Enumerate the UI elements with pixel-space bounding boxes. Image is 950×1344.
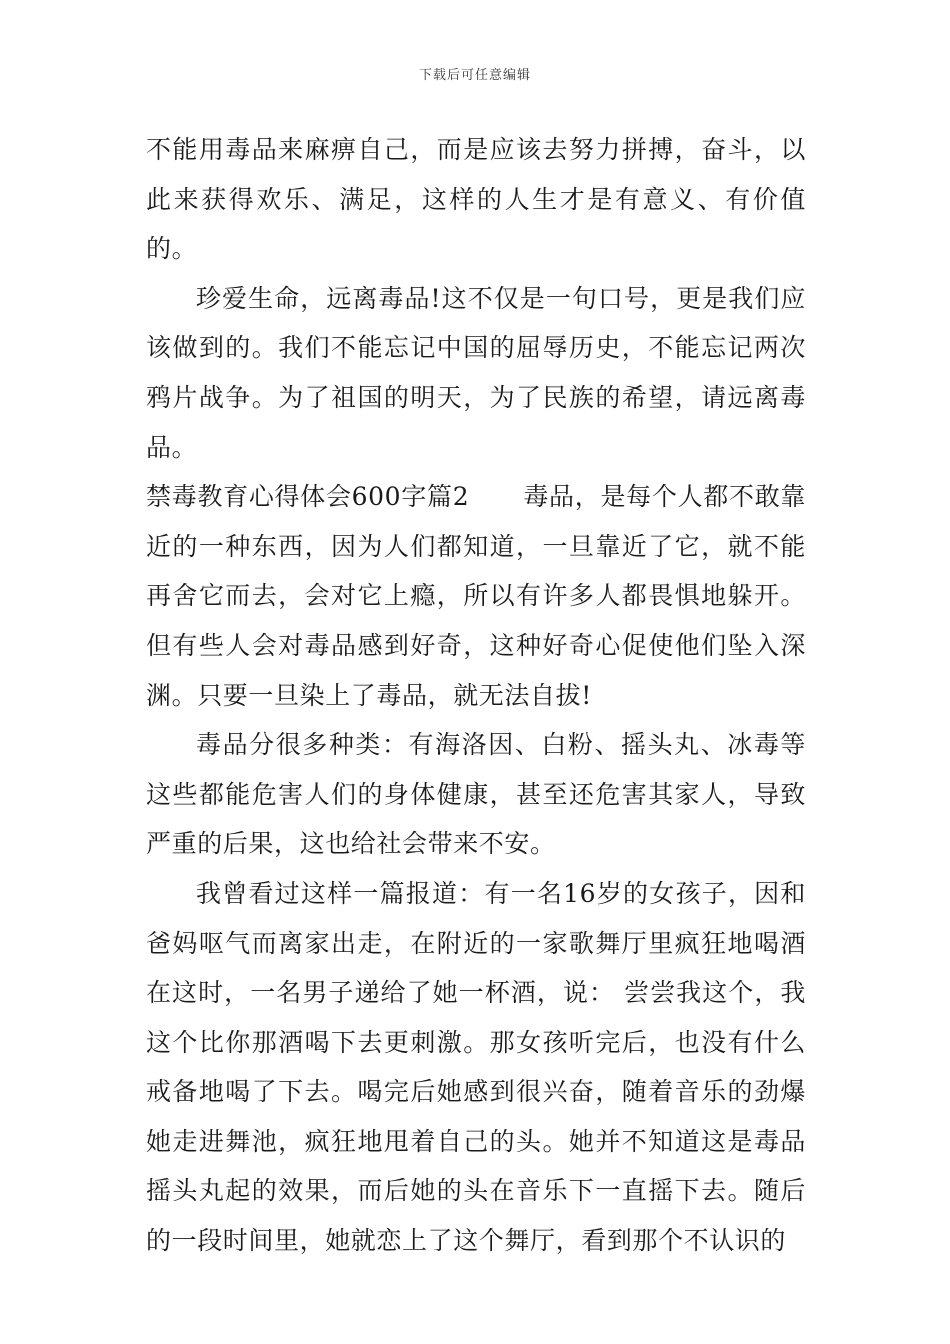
paragraph-2: 珍爱生命，远离毒品!这不仅是一句口号，更是我们应该做到的。我们不能忘记中国的屈辱历史，不能忘记两次鸦片战争。为了祖国的明天，为了民族的希望，请远离毒品。 [146,283,806,462]
document-body [146,125,806,1266]
paragraph-4: 毒品分很多种类：有海洛因、白粉、摇头丸、冰毒等这些都能危害人们的身体健康，甚至还危害其家人，导致严重的后果，这也给社会带来不安。 [146,730,806,859]
paragraph-1: 不能用毒品来麻痹自己，而是应该去努力拼搏，奋斗，以此来获得欢乐、满足，这样的人生才是有意义、有价值的。 [146,135,806,264]
paragraph-5: 我曾看过这样一篇报道：有一名16岁的女孩子，因和爸妈呕气而离家出走，在附近的一家歌舞厅里疯狂地喝酒在这时，一名男子递给了她一杯酒，说： 尝尝我这个，我这个比你那酒喝下去更刺激。那女孩听完后，也没有什么戒备地喝了下去。喝完后她感到很兴奋，随着音乐的劲爆她走进舞池，疯狂地甩着自己的头。她并不知道这是毒品摇头丸起的效果，而后她的头在音乐下一直摇下去。随后的一段时间里，她就恋上了这个舞厅，看到那个不认识的 [146,878,806,1256]
paragraph-3: 毒品，是每个人都不敢靠近的一种东西，因为人们都知道，一旦靠近了它，就不能再舍它而去，会对它上瘾，所以有许多人都畏惧地躲开。但有些人会对毒品感到好奇，这种好奇心促使他们坠入深渊。只要一旦染上了毒品，就无法自拔! [146,482,806,710]
section-title: 禁毒教育心得体会600字篇2 [146,482,470,512]
page-header: 下载后可任意编辑 [418,68,531,83]
section-heading-paragraph [146,472,806,720]
